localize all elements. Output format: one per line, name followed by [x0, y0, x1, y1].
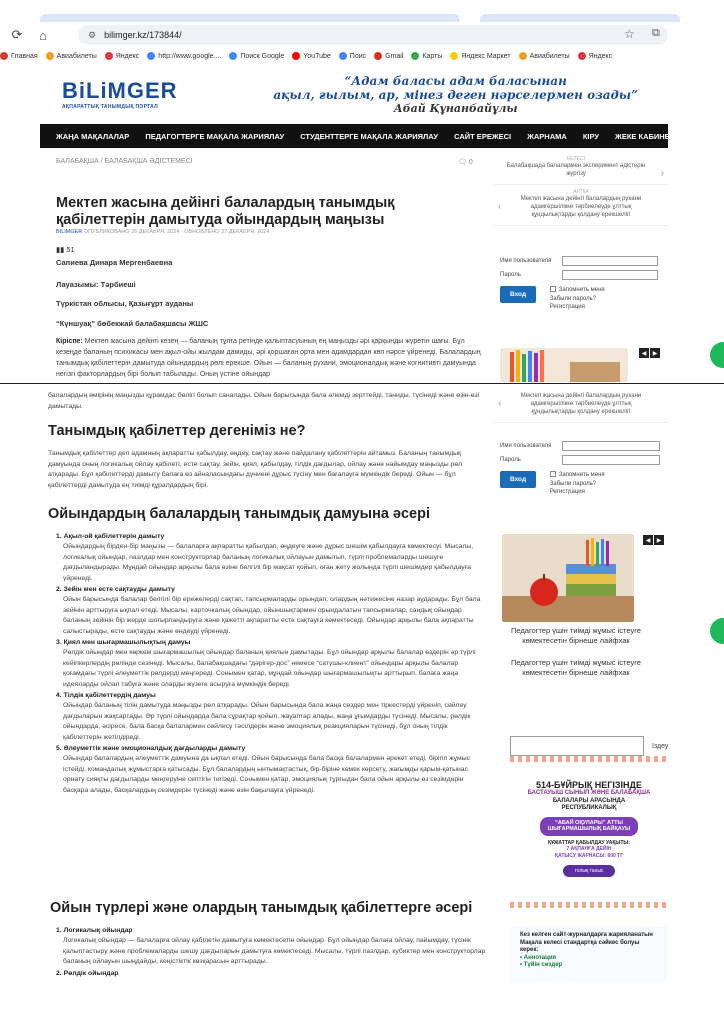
- forgot-link[interactable]: Забыли пароль?: [549, 295, 597, 302]
- list-item-title: [56, 638, 488, 648]
- prev-post-link[interactable]: [494, 185, 668, 226]
- bookmark-favicon-icon: [105, 52, 113, 60]
- breadcrumb[interactable]: БАЛАБАҚША / БАЛАБАҚША ӘДІСТЕМЕСІ: [56, 158, 193, 165]
- slider-image[interactable]: [500, 348, 628, 382]
- screenshot-seam: [0, 383, 724, 384]
- address-bar[interactable]: [78, 25, 668, 45]
- bookmark-label: Яндекс Маркет: [461, 52, 511, 60]
- influence-list: [56, 532, 488, 797]
- list-item-number: 4.: [56, 692, 62, 699]
- bookmark-item[interactable]: [147, 52, 221, 60]
- slider-next-icon[interactable]: ▶: [650, 348, 660, 358]
- pencils-apple-image: [502, 534, 634, 622]
- username-input[interactable]: [562, 256, 658, 266]
- remember-checkbox[interactable]: [550, 472, 605, 478]
- pencils-apple-image: [500, 348, 628, 382]
- chevron-right-icon: ›: [660, 168, 664, 179]
- list-item-title: [56, 585, 488, 595]
- search-button[interactable]: Іздеу: [652, 742, 669, 750]
- register-link[interactable]: Регистрация: [549, 489, 585, 495]
- slider-arrows-2: [642, 535, 664, 545]
- slider-prev-icon[interactable]: ◀: [643, 535, 653, 545]
- list-item-text: Ойындардың бірден-бір маңызы — балаларға ақпаратты қабылдап, өңдеуге және дұрыс шешім қабылдауға көмектесуі. Мысалы, логикалық ойындар, пазлдар мен конструкторлар баланың логикалық ойлауын дамытып, түрлі проблемаларды шешуге дағдыландырады. Мұндай ойындар арқылы бала өзіне белгілі бір мақсат қойып, оған жету жолында түрлі шешімдер қабылдауға үйренеді.: [63, 543, 474, 582]
- list-item-text: Логикалық ойындар — балаларға ойлау қабілетін дамытуға көмектесетін ойындар. Бұл ойындар балаға ойлау, пайымдау, түсінік қалыптастыру және проблемаларды шешу дағдыларын дамытуға көмектеседі. Мысалы, түрлі пазлдар, кубиктер мен конструкторлар баланың ойлауын шыңдайды, кеңістіктік көзқарасын арттырады.: [63, 937, 486, 965]
- banner-border: [510, 756, 668, 762]
- intro-continued: балалардың өмірінің маңызды құрамдас бөлігі болып саналады. Ойын барысында бала әлемді зерттейді, таниды, түсінеді және өзін-өзі дамытады.: [48, 392, 480, 410]
- article-standard-card[interactable]: [510, 926, 668, 982]
- password-label: Пароль: [500, 272, 521, 278]
- comment-count[interactable]: 🗨 0: [458, 159, 473, 166]
- list-item: [56, 926, 488, 968]
- bookmark-favicon-icon: [450, 52, 458, 60]
- bookmark-label: Авиабилеты: [529, 52, 570, 60]
- list-item-heading: Қиял мен шығармашылықтың дамуы: [63, 639, 191, 646]
- reload-icon[interactable]: ⟳: [11, 27, 23, 42]
- nav-item[interactable]: ПЕДАГОГТЕРГЕ МАҚАЛА ЖАРИЯЛАУ: [145, 131, 285, 141]
- list-item: [56, 969, 488, 979]
- list-item-heading: Зейін мен есте сақтауды дамыту: [63, 586, 175, 593]
- bookmark-label: Яндекс: [588, 52, 613, 60]
- meta-dates: ОПУБЛИКОВАНО 26 ДЕКАБРЯ, 2024 · ОБНОВЛЕНО 27 ДЕКАБРЯ, 2024: [83, 229, 270, 235]
- password-label: Пароль: [500, 457, 521, 463]
- list-item-text: Ойын барысында балалар белгілі бір ережелерді сақтап, тапсырмаларды орындап, олардың нәтижесіне назар аударады. Бұл бала зейінін арттыруға ықпал етеді. Мысалы, карточкалық ойындар, ойыншықтармен орындалатын тапсырмалар, сандық ойындар баланың зейінін бір жерде шоғырландыруға және қажетті ақпаратты есте сақтауға көмектеседі. Ойындар арқылы бала ақпаратты салыстырады, есте сақтауды және өндеуді үйренеді.: [63, 596, 481, 635]
- game-types-list: [56, 926, 488, 980]
- intro-text: Мектеп жасына дейінгі кезең — баланың тұлға ретінде қалыптасуының ең маңызды әрі қарқынды жүретін шағы. Бұл кезеңде баланың психикасы мен ақыл-ойы жылдам дамиды, әрі қоршаған орта мен адамдардан көп нәрсе үйренеді. Балалардың танымдық қабілеттерін дамытуда ойындардың рөлі ерекше. Ойын — баланың рухани, эмоционалдық және когнитивті дамуында негізгі факторлардың бірі болып табылады. Оның үстіне ойындар: [56, 338, 481, 378]
- bookmark-item[interactable]: [450, 52, 510, 60]
- banner-border-bottom: [510, 902, 668, 908]
- url-text: bilimger.kz/173844/: [104, 30, 182, 40]
- intro-paragraph: [56, 336, 486, 380]
- list-item: [56, 532, 488, 584]
- slider-image-2[interactable]: [502, 534, 634, 622]
- next-text: Балабақшада балалармен эксперимент әдістерін жүргізу: [506, 163, 646, 177]
- list-item-heading: Тілдік қабілеттердің дамуы: [63, 692, 156, 699]
- password-input[interactable]: [562, 270, 658, 280]
- site-info-icon[interactable]: ⚙: [88, 29, 97, 40]
- slider-caption[interactable]: Педагогтер үшін тиімді жұмыс істеуге көмектесетін бірнеше лайфхак: [511, 626, 641, 645]
- bookmarks-bar: [0, 48, 724, 64]
- bookmark-favicon-icon: [578, 52, 586, 60]
- cognitive-paragraph: Танымдық қабілеттер деп адамның ақпаратты қабылдау, өңдеу, сақтау және пайдалану қабілеттерін айтамыз. Баланың танымдық дамуында оның логикалық ойлау қабілеті, есте сақтау, зейін, қиял, қабылдау, тілдік дағдылар, ойлау және найымдау маңызды рөл атқарады. Бұл қабілеттерді дамыту балаға өз айналасындағы дүниені дұрыс түсіну мен бағалауға мүмкіндік береді. Ойын — бұл қабілеттерді дамытуда ең тиімді құралдардың бірі.: [48, 450, 463, 489]
- bookmark-item[interactable]: [411, 52, 442, 60]
- password-input[interactable]: [562, 455, 660, 465]
- browser-tab[interactable]: [40, 14, 460, 22]
- bookmark-item[interactable]: [105, 52, 140, 60]
- list-item-text: Рөлдік ойындар мен көркем шығармашылық ойындар баланың қиялын дамытады. Бұл ойындар арқылы балалар өздерін әр түрлі кейіпкерлердің рөлінде сезінеді. Мысалы, балабақшадағы “дәрігер-дос” немесе “сатушы-клиент” ойындары арқылы балалар қоғамдағы түрлі әлеуметтік рөлдерді меңгереді. Сонымен қатар, мұндай ойындар шығармашылықты арттырып, балаға жаңа идеяларды ойлап табуға және оларды жүзеге асыруға мүмкіндік береді.: [63, 649, 476, 688]
- bookmark-item[interactable]: [46, 52, 97, 60]
- bookmark-item[interactable]: [0, 52, 38, 60]
- nav-item[interactable]: СТУДЕНТТЕРГЕ МАҚАЛА ЖАРИЯЛАУ: [300, 131, 439, 141]
- prev-post-link-2[interactable]: [494, 388, 668, 423]
- browser-tabstrip: [0, 0, 724, 22]
- author-school: “Күншуақ” бөбекжай балабақшасы ЖШС: [56, 319, 209, 328]
- bookmark-label: Gmail: [385, 52, 404, 60]
- card-item: • Аннотация: [520, 954, 557, 961]
- banner-deadline-label: ҚҰЖАТТАР ҚАБЫЛДАУ УАҚЫТЫ:: [548, 839, 630, 846]
- banner-fee: ҚАТЫСУ ЖАРНАСЫ: 600 ТГ: [554, 852, 624, 859]
- intro-label: Кіріспе:: [56, 338, 83, 345]
- bookmark-favicon-icon: [519, 52, 527, 60]
- bookmark-label: Поис: [349, 52, 367, 60]
- username-label: Имя пользователя: [500, 258, 552, 264]
- extensions-icon[interactable]: ⧉: [652, 27, 660, 39]
- bookmark-label: Поиск Google: [240, 52, 285, 60]
- logo-subtitle: АҚПАРАТТЫҚ ТАНЫМДЫҚ ПОРТАЛ: [62, 104, 158, 110]
- quote-line-1: “Адам баласы адам баласынан: [344, 74, 567, 88]
- pill-line-1: “АБАЙ ОҚУЛАРЫ” АТТЫ: [555, 819, 623, 826]
- list-item-heading: Логикалық ойындар: [63, 927, 133, 934]
- bookmark-label: YouTube: [303, 52, 331, 60]
- bookmark-favicon-icon: [374, 52, 382, 60]
- list-item-number: 2.: [56, 969, 62, 977]
- card-item: • Түйін сөздер: [520, 962, 563, 968]
- contest-banner[interactable]: [510, 756, 668, 908]
- list-item-title: [56, 744, 488, 754]
- banner-deadline: 7 АҚПАНҒА ДЕЙІН: [566, 846, 612, 852]
- bookmark-item[interactable]: [229, 52, 284, 60]
- bookmark-item[interactable]: [519, 52, 570, 60]
- author-name: Сапиева Динара Мергенбаевна: [56, 258, 173, 267]
- bookmark-item[interactable]: [292, 52, 331, 60]
- list-item-number: 1.: [56, 927, 62, 934]
- quote-author: Абай Құнанбайұлы: [393, 102, 518, 115]
- bookmark-label: Яндекс: [115, 52, 140, 60]
- chevron-left-icon: ‹: [498, 201, 502, 212]
- list-item: [56, 638, 488, 690]
- bookmark-favicon-icon: [46, 52, 54, 60]
- bookmark-favicon-icon: [229, 52, 237, 60]
- article-title: Мектеп жасына дейінгі балалардың танымдық қабілеттерін дамытуда ойындардың маңызы: [56, 195, 395, 228]
- bookmark-favicon-icon: [339, 52, 347, 60]
- author-location: Түркістан облысы, Қазығұрт ауданы: [56, 299, 194, 308]
- banner-contest-pill: [540, 817, 639, 836]
- browser-toolbar: [0, 22, 724, 48]
- list-item-text: Ойындар балалардың әлеуметтік дамуына да ықпал етеді. Ойын барысында бала басқа балалармен әрекет етеді, бірігіп жұмыс істейді, командалық жұмыстарға қатысады. Бұл балалардың ынтымақтастық, бір-біріне көмек көрсету, жағымды қарым-қатынас орнату сияқты дағдыларды меңгеруіне септігін тигізеді. Сонымен қатар, эмоциялық тұрғыдан бала ойын арқылы өз сезімдерін басқара алады, басқалардың сезімдерін түсінеді және өзін бақылауға үйренеді.: [63, 755, 470, 794]
- banner-join-button[interactable]: толық таныс: [563, 865, 616, 877]
- bookmark-star-icon[interactable]: ☆: [624, 27, 635, 41]
- bookmark-label: http://www.google....: [158, 52, 222, 60]
- bookmark-favicon-icon: [411, 52, 419, 60]
- bookmark-label: Карты: [422, 52, 443, 60]
- logo-text: BiLiMGER: [62, 78, 178, 103]
- pill-line-2: ШЫҒАРМАШЫЛЫҚ БАЙҚАУЫ: [547, 826, 631, 832]
- bookmark-item[interactable]: [374, 52, 403, 60]
- banner-line-3: РЕСПУБЛИКАЛЫҚ: [561, 805, 617, 811]
- login-form-2: [500, 441, 670, 497]
- main-nav: [40, 124, 675, 148]
- author-position: Лауазымы: Тәрбиеші: [56, 280, 136, 289]
- floating-chat-tab[interactable]: [710, 342, 724, 368]
- slider-prev-icon[interactable]: ◀: [639, 348, 649, 358]
- list-item-title: [56, 969, 488, 979]
- list-item: [56, 744, 488, 796]
- site-logo[interactable]: [62, 78, 178, 110]
- card-title: Кез келген сайт-журналдарға жарияланатын Мақала келесі стандартқа сәйкес болуы керек:: [520, 932, 653, 953]
- list-item-heading: Рөлдік ойындар: [63, 969, 119, 977]
- bookmark-label: Авиабилеты: [56, 52, 97, 60]
- banner-order: 514-БҰЙРЫҚ НЕГІЗІНДЕ: [536, 780, 642, 790]
- nav-item[interactable]: КІРУ: [582, 131, 600, 141]
- banner-line-2: БАЛАЛАРЫ АРАСЫНДА: [552, 797, 626, 804]
- next-post-link[interactable]: [494, 152, 668, 185]
- bookmark-label: Главная: [11, 52, 38, 60]
- list-item-heading: Әлеуметтік және эмоционалдық дағдыларды дамыту: [63, 745, 246, 752]
- forgot-link[interactable]: Забыли пароль?: [549, 480, 597, 487]
- slider-arrows: [638, 348, 660, 358]
- heading-game-types: Ойын түрлері және олардың танымдық қабілеттерге әсері: [50, 900, 473, 916]
- home-icon[interactable]: ⌂: [39, 27, 47, 43]
- slider-caption-repeat[interactable]: Педагогтер үшін тиімді жұмыс істеуге көмектесетін бірнеше лайфхак: [511, 658, 641, 677]
- bookmark-favicon-icon: [292, 52, 300, 60]
- bookmark-item[interactable]: [578, 52, 613, 60]
- list-item-title: [56, 532, 488, 542]
- chevron-left-icon: ‹: [498, 398, 502, 409]
- bookmark-favicon-icon: [0, 52, 8, 60]
- list-item-number: 3.: [56, 639, 62, 646]
- username-label: Имя пользователя: [500, 443, 552, 449]
- nav-item[interactable]: ЖАРНАМА: [527, 131, 567, 141]
- meta-author[interactable]: BILIMGER: [56, 229, 83, 235]
- prev-text: Мектеп жасына дейінгі балалардың рухани адамгершілікке тәрбиелеуде ұлттық құндылықтарды қолдану ерекшелігі: [520, 196, 642, 218]
- list-item-number: 2.: [56, 586, 62, 593]
- site-header: [40, 66, 668, 124]
- nav-item[interactable]: ЖЕКЕ КАБИНЕТ: [615, 131, 675, 141]
- next-label: КЕЛЕСІ: [567, 156, 585, 162]
- banner-line-1: БАСТАУЫШ СЫНЫП ЖӘНЕ БАЛАБАҚША: [527, 790, 651, 796]
- slider-next-icon[interactable]: ▶: [654, 535, 664, 545]
- sidebar-lower: [494, 388, 668, 423]
- sidebar-search: [510, 736, 668, 756]
- floating-chat-tab[interactable]: [710, 618, 724, 644]
- login-button[interactable]: Вход: [500, 286, 536, 303]
- list-item: [56, 691, 488, 743]
- bookmark-item[interactable]: [339, 52, 366, 60]
- remember-label: Запомнить меня: [558, 472, 605, 478]
- heading-cognitive-abilities: Танымдық қабілеттер дегеніміз не?: [48, 423, 306, 439]
- sidebar-top: [494, 152, 668, 226]
- browser-tab[interactable]: [480, 14, 680, 22]
- list-item-title: [56, 691, 488, 701]
- list-item-text: Ойындар баланың тілін дамытуда маңызды рөл атқарады. Ойын барысында бала жаңа сөздер мен тіркестерді үйреніп, сөйлеу дағдыларын жақсартады. Әр түрлі ойындарда бала сұрақтар қойып, жауаптар алады, жаңа ұғымдарды түсінеді. Мысалы, рөлдік ойындарда, әсіресе, бала басқа балалармен сөйлесу тәсілдерін және эмоциялық реакцияларын түсінеді, бұл оның тілдік қабілеттерін жетілдіреді.: [63, 702, 471, 741]
- login-button[interactable]: Вход: [500, 471, 536, 488]
- bar-chart-icon: ▮▮: [56, 245, 65, 254]
- view-count: [56, 245, 75, 254]
- register-link[interactable]: Регистрация: [549, 304, 585, 310]
- comment-count-value: 0: [468, 159, 473, 166]
- prev-label: АРТҚА: [573, 189, 589, 195]
- prev-text-2: Мектеп жасына дейінгі балалардың рухани адамгершілікке тәрбиелеуде ұлттық құндылықтарды қолдану ерекшелігі: [520, 393, 642, 415]
- login-form: [500, 256, 670, 312]
- list-item-number: 5.: [56, 745, 62, 752]
- username-input[interactable]: [562, 441, 660, 451]
- view-count-value: 51: [66, 245, 75, 254]
- list-item-number: 1.: [56, 533, 62, 540]
- remember-checkbox[interactable]: [550, 287, 605, 293]
- article-meta: [56, 229, 269, 235]
- header-quote: [273, 74, 638, 116]
- heading-games-influence: Ойындардың балалардың танымдық дамуына әсері: [48, 506, 430, 522]
- list-item: [56, 585, 488, 637]
- nav-item[interactable]: САЙТ ЕРЕЖЕСІ: [454, 131, 512, 141]
- nav-item[interactable]: ЖАҢА МАҚАЛАЛАР: [56, 131, 130, 141]
- remember-label: Запомнить меня: [558, 287, 605, 293]
- quote-line-2: ақыл, ғылым, ар, мінез деген нәрселермен озады”: [273, 88, 638, 102]
- search-input[interactable]: [510, 736, 644, 756]
- bookmark-favicon-icon: [147, 52, 155, 60]
- list-item-heading: Ақыл-ой қабілеттерін дамыту: [63, 533, 165, 540]
- list-item-title: [56, 926, 488, 936]
